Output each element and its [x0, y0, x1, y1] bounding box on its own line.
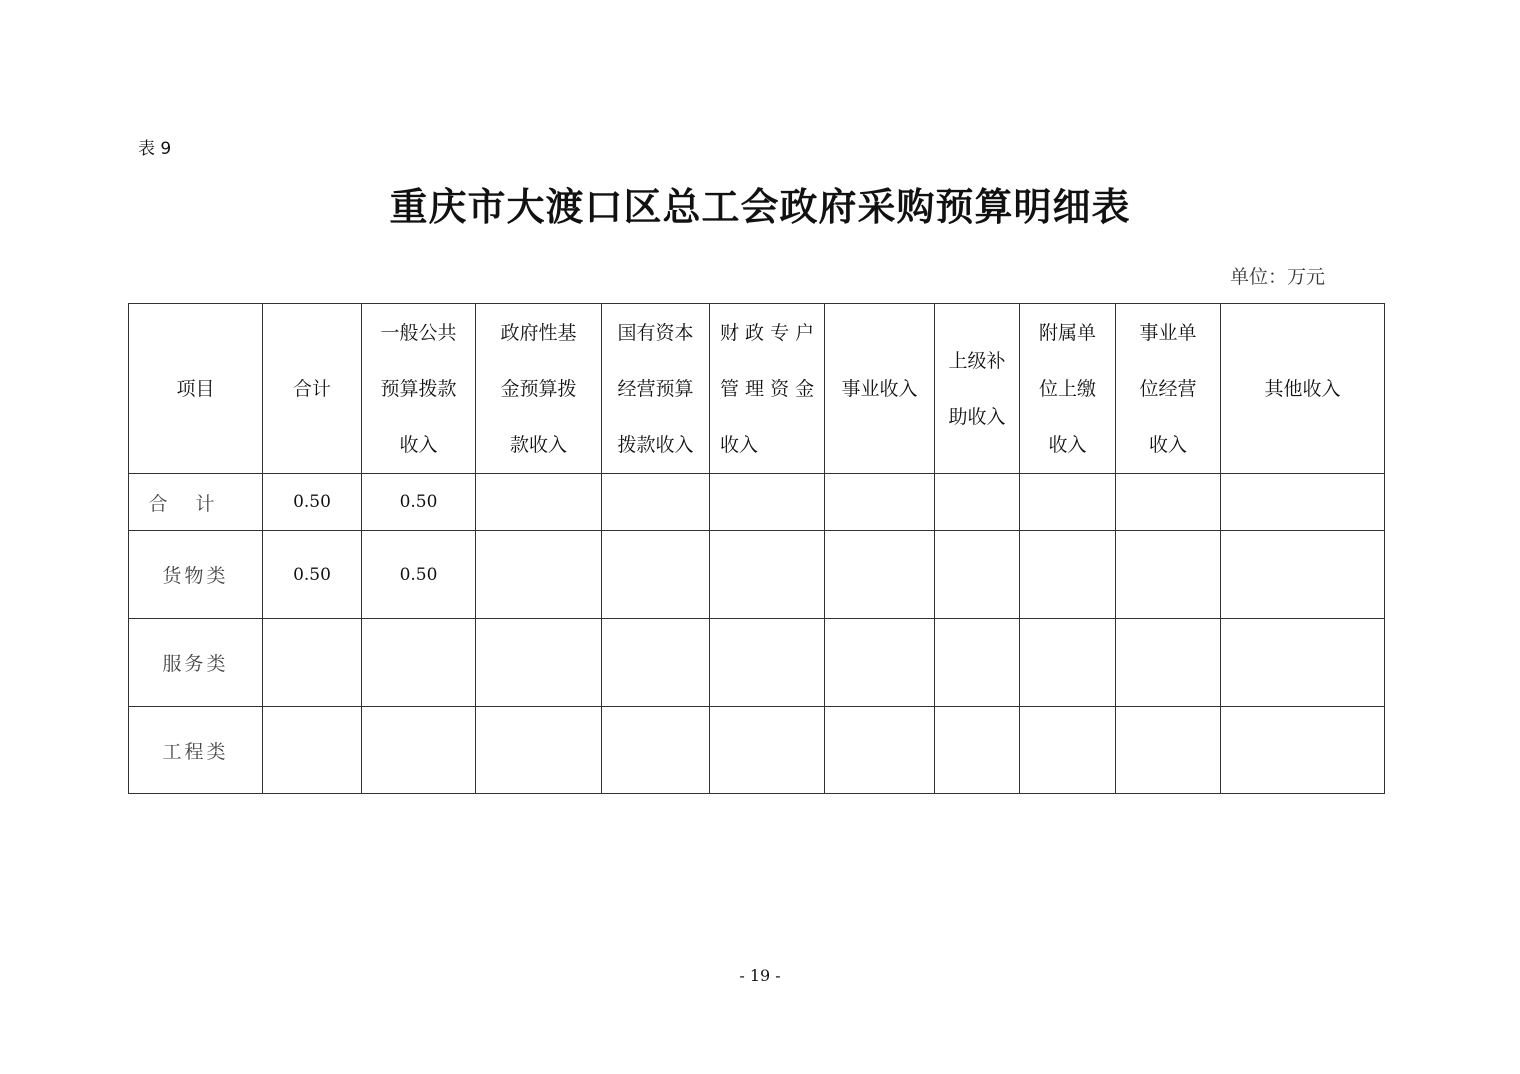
- table-row: [129, 707, 1385, 794]
- cell: [935, 474, 1020, 531]
- cell: [935, 619, 1020, 707]
- cell: [825, 474, 935, 531]
- cell: [602, 474, 710, 531]
- cell: [602, 707, 710, 794]
- cell: [1221, 707, 1385, 794]
- cell-general-budget: [362, 707, 476, 794]
- table-number: 表 9: [138, 139, 172, 159]
- cell: [710, 619, 825, 707]
- cell: [1116, 474, 1221, 531]
- unit-label: 单位：万元: [1230, 266, 1326, 288]
- cell: [825, 619, 935, 707]
- cell: [476, 531, 602, 619]
- cell: [1116, 619, 1221, 707]
- cell-total: 0.50: [263, 531, 362, 619]
- header-other-income: 其他收入: [1221, 304, 1385, 474]
- row-label: 工程类: [129, 707, 263, 794]
- cell: [1020, 531, 1116, 619]
- cell-total: [263, 707, 362, 794]
- row-label: 合计: [129, 474, 263, 531]
- cell: [935, 707, 1020, 794]
- cell: [602, 531, 710, 619]
- header-gov-fund: 政府性基 金预算拨 款收入: [476, 304, 602, 474]
- header-state-capital: 国有资本 经营预算 拨款收入: [602, 304, 710, 474]
- cell: [710, 707, 825, 794]
- document-title: 重庆市大渡口区总工会政府采购预算明细表: [389, 184, 1131, 229]
- header-row: [129, 304, 1385, 474]
- cell: [1020, 474, 1116, 531]
- cell: [1221, 619, 1385, 707]
- cell: [1221, 531, 1385, 619]
- cell: [1020, 619, 1116, 707]
- cell: [476, 619, 602, 707]
- cell: [1020, 707, 1116, 794]
- page-number: - 19 -: [739, 966, 781, 985]
- header-item: 项目: [129, 304, 263, 474]
- header-business-income: 事业收入: [825, 304, 935, 474]
- cell-total: [263, 619, 362, 707]
- cell: [1116, 531, 1221, 619]
- header-general-budget: 一般公共 预算拨款 收入: [362, 304, 476, 474]
- header-business-operation: 事业单 位经营 收入: [1116, 304, 1221, 474]
- cell: [476, 707, 602, 794]
- cell: [825, 531, 935, 619]
- row-label: 货物类: [129, 531, 263, 619]
- header-special-account: 财 政 专 户 管 理 资 金 收入: [710, 304, 825, 474]
- header-superior-subsidy: 上级补 助收入: [935, 304, 1020, 474]
- cell: [935, 531, 1020, 619]
- table-row: [129, 474, 1385, 531]
- cell: [1116, 707, 1221, 794]
- cell: [602, 619, 710, 707]
- cell: [476, 474, 602, 531]
- cell-general-budget: 0.50: [362, 531, 476, 619]
- header-affiliated-payment: 附属单 位上缴 收入: [1020, 304, 1116, 474]
- table-row: [129, 531, 1385, 619]
- procurement-budget-table: [128, 303, 1385, 794]
- cell: [710, 531, 825, 619]
- cell: [825, 707, 935, 794]
- cell: [1221, 474, 1385, 531]
- cell-general-budget: [362, 619, 476, 707]
- row-label: 服务类: [129, 619, 263, 707]
- table-row: [129, 619, 1385, 707]
- cell-total: 0.50: [263, 474, 362, 531]
- header-total: 合计: [263, 304, 362, 474]
- cell-general-budget: 0.50: [362, 474, 476, 531]
- cell: [710, 474, 825, 531]
